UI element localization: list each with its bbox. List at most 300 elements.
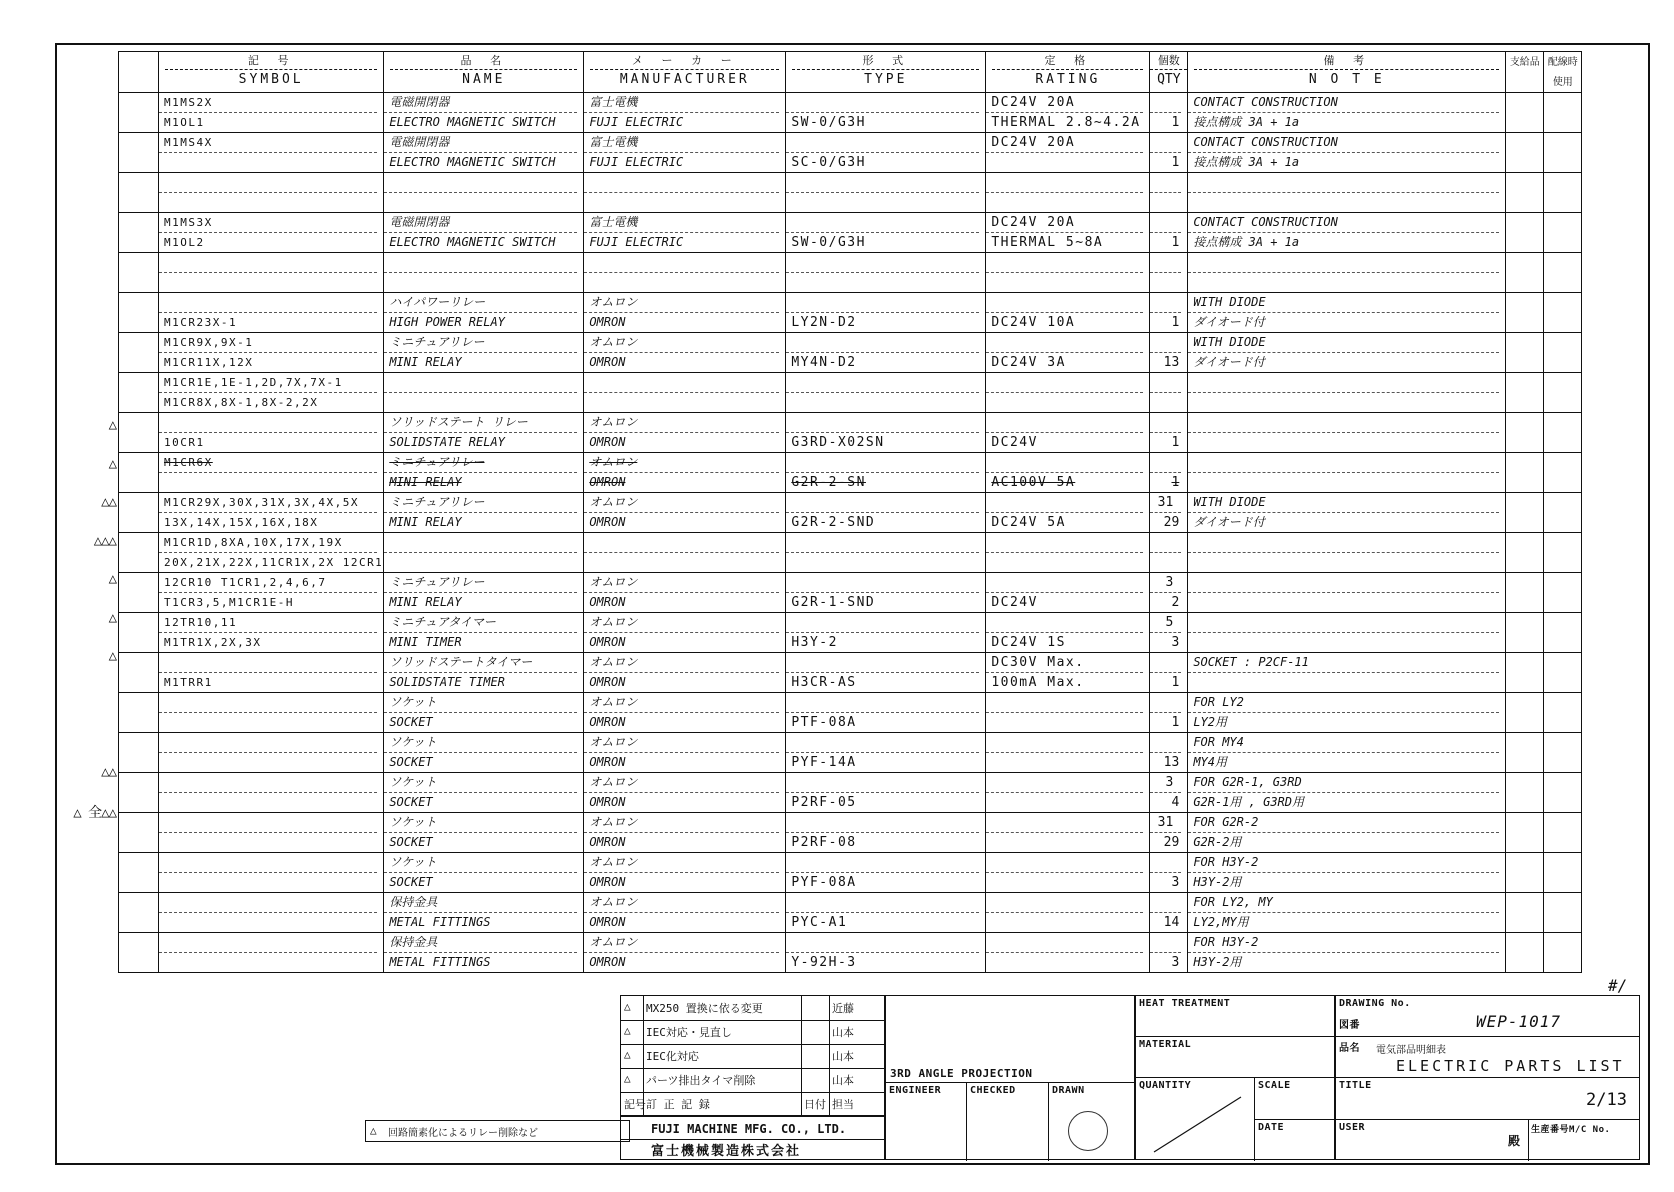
name-cell (384, 893, 584, 933)
qty-line-1 (1150, 373, 1181, 393)
name-line-2 (384, 273, 583, 292)
revision-triangle: △ (108, 571, 116, 587)
qty-line-2: 1 (1171, 315, 1180, 330)
rating-cell (986, 653, 1150, 693)
qty-line-2: 3 (1171, 955, 1180, 970)
rating-line-2 (986, 553, 1149, 572)
type-line-2: PTF-08A (791, 715, 857, 730)
qty-cell (1150, 773, 1188, 813)
table-row (119, 693, 1582, 733)
rating-cell (986, 813, 1150, 853)
supply-cell (1506, 693, 1544, 733)
qty-line-1: 3 (1150, 773, 1181, 793)
rating-line-2: THERMAL 5~8A (991, 235, 1104, 250)
note-cell (1188, 693, 1506, 733)
sym-line-1: M1MS4X (159, 133, 377, 153)
rating-line-2: DC24V 1S (991, 635, 1066, 650)
type-line-1 (786, 133, 979, 153)
note-line-1 (1188, 533, 1499, 553)
type-line-2: P2RF-05 (791, 795, 857, 810)
rev-cell (119, 813, 159, 853)
rev-cell (119, 373, 159, 413)
qty-cell (1150, 533, 1188, 573)
qty-cell (1150, 733, 1188, 773)
type-line-1 (786, 933, 979, 953)
type-line-2: SC-0/G3H (791, 155, 866, 170)
sym-line-2: M1OL1 (164, 116, 205, 129)
sym-line-1: M1CR29X,30X,31X,3X,4X,5X (159, 493, 377, 513)
sym-cell (159, 413, 384, 453)
qty-line-2: 13 (1163, 355, 1180, 370)
company-name-jp: 富士機械製造株式会社 (651, 1144, 802, 1159)
type-cell (786, 413, 986, 453)
name-line-1: ハイパワーリレー (384, 293, 577, 313)
maker-cell (584, 733, 786, 773)
supply-cell (1506, 813, 1544, 853)
rating-line-2 (986, 753, 1149, 772)
sym-line-1 (159, 693, 377, 713)
sym-cell (159, 333, 384, 373)
qty-line-1 (1150, 853, 1181, 873)
sym-cell (159, 173, 384, 213)
type-line-2 (786, 393, 985, 412)
name-line-1: ソケット (384, 773, 577, 793)
supply-cell (1506, 613, 1544, 653)
name-line-1: ソケット (384, 853, 577, 873)
name-line-2: SOLIDSTATE RELAY (389, 435, 505, 449)
qty-line-2 (1150, 273, 1187, 292)
qty-line-1 (1150, 733, 1181, 753)
rating-line-1 (986, 413, 1143, 433)
wiring-cell (1544, 413, 1582, 453)
rating-cell (986, 333, 1150, 373)
qty-line-2: 1 (1171, 155, 1180, 170)
rev-cell (119, 573, 159, 613)
note-cell (1188, 773, 1506, 813)
revision-mark: △ (624, 1000, 631, 1013)
supply-cell (1506, 853, 1544, 893)
note-cell (1188, 573, 1506, 613)
type-line-1 (786, 773, 979, 793)
revision-row (621, 996, 884, 1021)
sym-cell (159, 853, 384, 893)
table-row (119, 613, 1582, 653)
qty-cell (1150, 573, 1188, 613)
wiring-cell (1544, 453, 1582, 493)
qty-cell (1150, 693, 1188, 733)
table-row (119, 413, 1582, 453)
zuban-label: 図番 (1339, 1020, 1360, 1031)
qty-line-1 (1150, 133, 1181, 153)
rating-cell (986, 613, 1150, 653)
supply-cell (1506, 933, 1544, 973)
rating-cell (986, 493, 1150, 533)
name-cell (384, 933, 584, 973)
rev-cell (119, 853, 159, 893)
note-line-1: FOR G2R-2 (1188, 813, 1499, 833)
qty-line-1 (1150, 933, 1181, 953)
maker-cell (584, 253, 786, 293)
qty-line-2: 29 (1163, 835, 1180, 850)
maker-line-2: OMRON (589, 635, 626, 649)
note-line-2 (1188, 673, 1505, 692)
name-line-2: SOCKET (389, 715, 433, 729)
maker-cell (584, 613, 786, 653)
type-line-1 (786, 853, 979, 873)
note-line-2 (1188, 273, 1505, 292)
wiring-cell (1544, 933, 1582, 973)
sym-line-2 (159, 273, 383, 292)
name-line-2: SOCKET (389, 755, 433, 769)
drawing-no-label: DRAWING No. (1339, 998, 1411, 1009)
name-line-1: ソケット (384, 693, 577, 713)
qty-cell (1150, 253, 1188, 293)
table-header-row (119, 52, 1582, 93)
note-cell (1188, 493, 1506, 533)
note-line-1 (1188, 453, 1499, 473)
note-line-1: WITH DIODE (1188, 333, 1499, 353)
sym-cell (159, 653, 384, 693)
type-cell (786, 373, 986, 413)
engineer-label: ENGINEER (889, 1085, 942, 1096)
sym-line-2 (159, 193, 383, 212)
rating-line-1 (986, 493, 1143, 513)
corner-mark: #/ (1608, 976, 1628, 995)
maker-line-2: OMRON (589, 675, 626, 689)
maker-line-2: OMRON (589, 955, 626, 969)
rating-line-1 (986, 293, 1143, 313)
name-line-2: MINI TIMER (389, 635, 462, 649)
type-cell (786, 813, 986, 853)
name-line-2: METAL FITTINGS (389, 915, 491, 929)
maker-line-1 (584, 173, 779, 193)
type-line-1 (786, 413, 979, 433)
sym-line-1: M1CR6X (159, 453, 377, 473)
rating-cell (986, 213, 1150, 253)
qty-line-1: 5 (1150, 613, 1181, 633)
qty-line-2: 4 (1171, 795, 1180, 810)
note-line-1: FOR MY4 (1188, 733, 1499, 753)
supply-cell (1506, 93, 1544, 133)
name-line-2 (384, 393, 583, 412)
name-cell (384, 173, 584, 213)
scale-label: SCALE (1258, 1080, 1291, 1091)
sym-line-2 (159, 953, 383, 972)
supply-cell (1506, 373, 1544, 413)
qty-cell (1150, 613, 1188, 653)
maker-line-1: オムロン (584, 573, 779, 593)
revision-triangle: △ 全△△ (73, 805, 116, 821)
note-line-2 (1188, 473, 1505, 492)
note-cell (1188, 933, 1506, 973)
maker-line-1: オムロン (584, 413, 779, 433)
qty-line-1 (1150, 533, 1181, 553)
table-row (119, 173, 1582, 213)
table-row (119, 213, 1582, 253)
rating-line-2: THERMAL 2.8~4.2A (991, 115, 1141, 130)
name-cell (384, 453, 584, 493)
type-line-2: SW-0/G3H (791, 115, 866, 130)
table-row (119, 653, 1582, 693)
sym-line-1 (159, 773, 377, 793)
revision-text: 訂 正 記 録 (646, 1098, 710, 1111)
symbol-header: 記 号 SYMBOL (159, 52, 384, 93)
revision-triangle: △ (108, 648, 116, 664)
note-cell (1188, 293, 1506, 333)
note-cell (1188, 253, 1506, 293)
rating-cell (986, 413, 1150, 453)
name-line-1 (384, 533, 577, 553)
sym-cell (159, 613, 384, 653)
sym-cell (159, 813, 384, 853)
rating-cell (986, 573, 1150, 613)
wiring-cell (1544, 573, 1582, 613)
maker-line-1: 富士電機 (584, 133, 779, 153)
maker-line-2: OMRON (589, 475, 626, 489)
maker-line-2 (584, 273, 785, 292)
supply-cell (1506, 893, 1544, 933)
projection-label: 3RD ANGLE PROJECTION (890, 1067, 1033, 1080)
qty-line-1 (1150, 173, 1181, 193)
maker-line-2: OMRON (589, 515, 626, 529)
note-cell (1188, 413, 1506, 453)
note-line-1: FOR H3Y-2 (1188, 853, 1499, 873)
date-label: DATE (1258, 1122, 1285, 1133)
sym-cell (159, 253, 384, 293)
type-line-1 (786, 373, 979, 393)
rating-cell (986, 933, 1150, 973)
qty-cell (1150, 293, 1188, 333)
revision-triangle: △△ (101, 763, 116, 780)
note-line-1: SOCKET : P2CF-11 (1188, 653, 1499, 673)
revision-text: IEC対応・見直し (646, 1026, 732, 1039)
sym-line-1 (159, 933, 377, 953)
qty-line-2: 1 (1171, 435, 1180, 450)
rating-line-1 (986, 893, 1143, 913)
revision-triangle: △△△ (93, 532, 116, 549)
note-line-2: H3Y-2用 (1193, 955, 1242, 969)
rev-cell (119, 693, 159, 733)
rating-line-2: AC100V 5A (991, 475, 1076, 490)
maker-line-1: オムロン (584, 453, 779, 473)
sym-cell (159, 493, 384, 533)
type-cell (786, 773, 986, 813)
type-cell (786, 173, 986, 213)
name-cell (384, 533, 584, 573)
checked-label: CHECKED (970, 1085, 1016, 1096)
type-cell (786, 453, 986, 493)
type-line-2: Y-92H-3 (791, 955, 857, 970)
note-line-1: WITH DIODE (1188, 293, 1499, 313)
table-row (119, 813, 1582, 853)
rating-cell (986, 693, 1150, 733)
sym-line-2: M1CR23X-1 (164, 316, 238, 329)
rating-cell (986, 893, 1150, 933)
rating-line-2: DC24V 5A (991, 515, 1066, 530)
rating-line-1 (986, 373, 1143, 393)
type-cell (786, 653, 986, 693)
sym-line-2: 13X,14X,15X,16X,18X (164, 516, 319, 529)
name-cell (384, 373, 584, 413)
hinmei-label: 品名 (1339, 1043, 1360, 1054)
name-cell (384, 293, 584, 333)
table-row (119, 293, 1582, 333)
sym-line-2: T1CR3,5,M1CR1E-H (164, 596, 294, 609)
title-block (370, 995, 1640, 1160)
type-line-2 (786, 273, 985, 292)
rev-cell (119, 493, 159, 533)
rating-line-2 (986, 793, 1149, 812)
name-line-1: ソリッドステートタイマー (384, 653, 577, 673)
note-cell (1188, 733, 1506, 773)
qty-header: 個数 QTY (1150, 52, 1188, 93)
sym-cell (159, 213, 384, 253)
sym-line-2 (159, 793, 383, 812)
type-cell (786, 333, 986, 373)
rating-line-2 (986, 193, 1149, 212)
quantity-slash (1146, 1092, 1246, 1158)
note-line-1 (1188, 573, 1499, 593)
wiring-cell (1544, 653, 1582, 693)
qty-line-2: 14 (1163, 915, 1180, 930)
maker-cell (584, 133, 786, 173)
rev-cell (119, 533, 159, 573)
qty-cell (1150, 853, 1188, 893)
maker-line-2: OMRON (589, 315, 626, 329)
maker-line-1: 富士電機 (584, 213, 779, 233)
table-row (119, 493, 1582, 533)
wiring-cell (1544, 93, 1582, 133)
maker-header: メ ー カ ー MANUFACTURER (584, 52, 786, 93)
name-line-1: ミニチュアタイマー (384, 613, 577, 633)
rating-line-1 (986, 333, 1143, 353)
qty-line-2: 29 (1163, 515, 1180, 530)
revision-row (621, 1020, 884, 1045)
title-en: ELECTRIC PARTS LIST (1396, 1057, 1625, 1075)
rating-cell (986, 853, 1150, 893)
rev-cell (119, 653, 159, 693)
type-line-1 (786, 573, 979, 593)
type-line-1 (786, 293, 979, 313)
quantity-label: QUANTITY (1139, 1080, 1192, 1091)
sym-line-1 (159, 173, 377, 193)
type-line-1 (786, 333, 979, 353)
revision-mark: △ (624, 1072, 631, 1085)
name-cell (384, 853, 584, 893)
wiring-cell (1544, 613, 1582, 653)
note-line-1 (1188, 413, 1499, 433)
wiring-cell (1544, 293, 1582, 333)
extra-revision-text: 回路簡素化によるリレー削除など (388, 1128, 538, 1139)
type-line-2: PYF-08A (791, 875, 857, 890)
name-line-2: MINI RELAY (389, 515, 462, 529)
rev-cell (119, 133, 159, 173)
approval-box (885, 995, 1135, 1160)
name-cell (384, 253, 584, 293)
maker-cell (584, 93, 786, 133)
sym-cell (159, 133, 384, 173)
note-cell (1188, 893, 1506, 933)
supply-cell (1506, 533, 1544, 573)
note-line-1: FOR LY2 (1188, 693, 1499, 713)
type-line-1 (786, 213, 979, 233)
supply-cell (1506, 213, 1544, 253)
qty-cell (1150, 813, 1188, 853)
maker-line-1 (584, 533, 779, 553)
revision-by: 担当 (832, 1098, 854, 1111)
supply-header: 支給品 (1506, 52, 1544, 93)
maker-cell (584, 533, 786, 573)
maker-line-2: OMRON (589, 595, 626, 609)
type-line-1 (786, 653, 979, 673)
supply-cell (1506, 293, 1544, 333)
wiring-cell (1544, 813, 1582, 853)
note-line-1: CONTACT CONSTRUCTION (1188, 133, 1499, 153)
rating-line-1 (986, 253, 1143, 273)
note-line-1: FOR G2R-1, G3RD (1188, 773, 1499, 793)
maker-line-2: FUJI ELECTRIC (589, 235, 684, 249)
note-line-2: 接点構成 3A + 1a (1193, 235, 1300, 249)
qty-line-1 (1150, 253, 1181, 273)
type-cell (786, 93, 986, 133)
supply-cell (1506, 493, 1544, 533)
note-line-2 (1188, 593, 1505, 612)
table-row (119, 453, 1582, 493)
type-line-2: G2R-2-SN (791, 475, 866, 490)
revision-row (621, 1068, 884, 1093)
type-line-2: PYF-14A (791, 755, 857, 770)
maker-line-1: オムロン (584, 333, 779, 353)
name-line-2: SOCKET (389, 875, 433, 889)
name-line-1: ソケット (384, 733, 577, 753)
rating-line-1 (986, 773, 1143, 793)
revision-text: パーツ排出タイマ削除 (646, 1074, 756, 1087)
table-row (119, 893, 1582, 933)
sym-cell (159, 293, 384, 333)
note-cell (1188, 173, 1506, 213)
revision-by: 山本 (832, 1026, 854, 1039)
name-cell (384, 693, 584, 733)
maker-cell (584, 853, 786, 893)
type-line-1 (786, 93, 979, 113)
maker-line-2 (584, 393, 785, 412)
company-name-en: FUJI MACHINE MFG. CO., LTD. (651, 1122, 847, 1136)
revision-by: 山本 (832, 1050, 854, 1063)
type-cell (786, 733, 986, 773)
note-line-1: CONTACT CONSTRUCTION (1188, 93, 1499, 113)
type-line-2: G3RD-X02SN (791, 435, 885, 450)
table-row (119, 733, 1582, 773)
rating-line-1 (986, 813, 1143, 833)
name-cell (384, 653, 584, 693)
qty-cell (1150, 413, 1188, 453)
maker-cell (584, 573, 786, 613)
revision-triangle: △ (108, 455, 116, 472)
name-cell (384, 573, 584, 613)
name-line-2: SOCKET (389, 795, 433, 809)
note-line-1 (1188, 173, 1499, 193)
sym-cell (159, 373, 384, 413)
maker-cell (584, 293, 786, 333)
type-line-1 (786, 613, 979, 633)
note-cell (1188, 813, 1506, 853)
name-line-1: ソリッドステート リレー (384, 413, 577, 433)
rating-line-2 (986, 713, 1149, 732)
sym-line-1 (159, 293, 377, 313)
rating-line-1 (986, 933, 1143, 953)
sym-cell (159, 933, 384, 973)
note-line-1 (1188, 613, 1499, 633)
